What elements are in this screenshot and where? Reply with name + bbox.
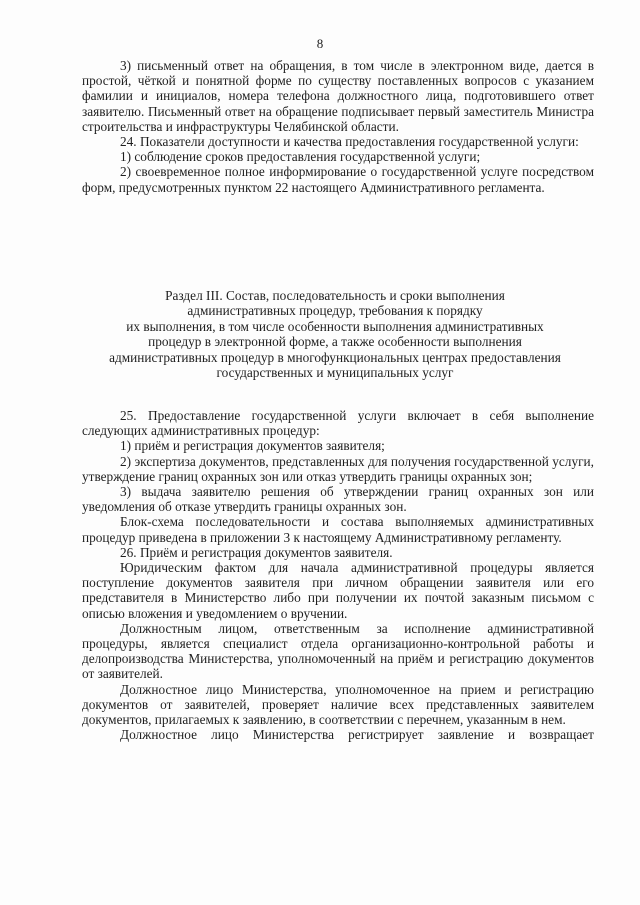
- paragraph-item-24: 24. Показатели доступности и качества предоставления государственной услуги:: [120, 134, 579, 150]
- text-block-top: [82, 58, 594, 195]
- paragraph-legal-fact: Юридическим фактом для начала административной процедуры является поступление документов заявителя при личном обращении заявителя или его представителя в Министерство либо при получении их почтой заказным письмом с описью вложения и уведомлением о вручении.: [82, 560, 594, 621]
- paragraph-item-26: 26. Приём и регистрация документов заявителя.: [120, 544, 393, 560]
- heading-line: процедур в электронной форме, а также особенности выполнения: [148, 334, 522, 350]
- heading-line: административных процедур, требования к порядку: [187, 303, 483, 319]
- section-heading: [70, 288, 600, 380]
- paragraph-item-24-1: 1) соблюдение сроков предоставления государственной услуги;: [120, 149, 481, 165]
- paragraph-item-24-2: 2) своевременное полное информирование о государственной услуге посредством форм, предусмотренных пунктом 22 настоящего Административного регламента.: [82, 164, 594, 195]
- paragraph-official-checks: Должностное лицо Министерства, уполномоченное на прием и регистрацию документов от заявителей, проверяет наличие всех представленных заявителем документов, прилагаемых к заявлению, в соответствии с перечнем, указанным в нем.: [82, 681, 594, 728]
- text-block-bottom: [82, 408, 594, 742]
- paragraph-item-25-1: 1) приём и регистрация документов заявителя;: [120, 438, 385, 454]
- paragraph-responsible-official: Должностным лицом, ответственным за исполнение административной процедуры, является специалист отдела организационно-контрольной работы и делопроизводства Министерства, уполномоченный на приём и регистрацию документов от заявителей.: [82, 620, 594, 682]
- heading-line: административных процедур в многофункциональных центрах предоставления: [109, 349, 561, 365]
- paragraph-item-25-2: 2) экспертиза документов, представленных для получения государственной услуги, утверждение границ охранных зон или отказ утвердить границы охранных зон;: [82, 453, 594, 484]
- paragraph-item-25: 25. Предоставление государственной услуги включает в себя выполнение следующих административных процедур:: [82, 408, 594, 439]
- paragraph-official-registers: Должностное лицо Министерства регистрирует заявление и возвращает: [120, 727, 594, 743]
- paragraph-written-answer: 3) письменный ответ на обращения, в том числе в электронном виде, дается в простой, чёткой и понятной форме по существу поставленных вопросов с указанием фамилии и инициалов, номера телефона должностного лица, подготовившего ответ заявителю. Письменный ответ на обращение подписывает первый заместитель Министра строительства и инфраструктуры Челябинской области.: [82, 58, 594, 134]
- paragraph-flowchart: Блок-схема последовательности и состава выполняемых административных процедур приведена в приложении 3 к настоящему Административному регламенту.: [82, 514, 594, 545]
- paragraph-item-25-3: 3) выдача заявителю решения об утверждении границ охранных зон или уведомления об отказе утвердить границы охранных зон.: [82, 484, 594, 515]
- heading-line: государственных и муниципальных услуг: [216, 365, 454, 381]
- heading-line: их выполнения, в том числе особенности выполнения административных: [126, 318, 544, 334]
- heading-line: Раздел III. Состав, последовательность и сроки выполнения: [165, 288, 505, 303]
- page-number: 8: [316, 36, 324, 51]
